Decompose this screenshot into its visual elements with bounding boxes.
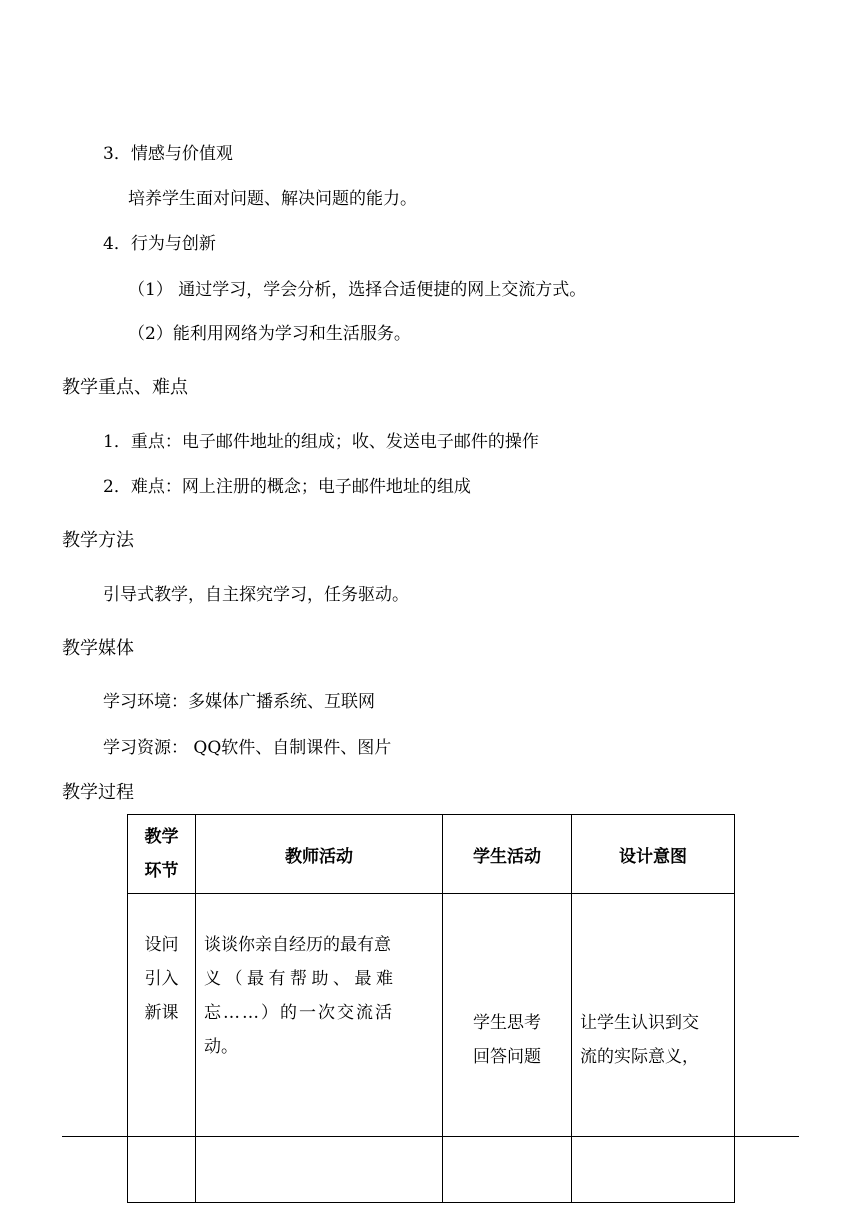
- cell-design-intent: [572, 894, 735, 1203]
- key-points-heading: 教学重点、难点: [62, 377, 188, 398]
- student-line: 学生思考: [473, 1013, 541, 1033]
- section-behavior-title: 4．行为与创新: [103, 234, 216, 254]
- behavior-item-2: （2）能利用网络为学习和生活服务。: [128, 324, 411, 344]
- key-point-item-2: 2．难点：网上注册的概念；电子邮件地址的组成: [103, 477, 471, 497]
- teacher-line: 动。: [204, 1037, 238, 1057]
- student-line: 回答问题: [473, 1047, 541, 1067]
- cell-student-activity: [443, 894, 572, 1203]
- process-heading: 教学过程: [62, 782, 134, 803]
- header-stage-line2: 环节: [144, 861, 179, 881]
- table-header-row: [128, 815, 735, 894]
- behavior-item-1: （1） 通过学习，学会分析，选择合适便捷的网上交流方式。: [128, 280, 587, 300]
- media-environment: 学习环境：多媒体广播系统、互联网: [103, 692, 375, 712]
- section-emotion-text: 培养学生面对问题、解决问题的能力。: [128, 189, 417, 209]
- stage-line: 引入: [144, 969, 179, 989]
- teacher-line: 义（最有帮助、最难: [204, 969, 398, 989]
- methods-text: 引导式教学，自主探究学习，任务驱动。: [103, 585, 409, 605]
- table-row: [128, 894, 735, 1203]
- design-line: 让学生认识到交: [580, 1013, 699, 1033]
- header-student-activity: 学生活动: [443, 815, 572, 894]
- key-point-item-1: 1．重点：电子邮件地址的组成；收、发送电子邮件的操作: [103, 432, 539, 452]
- header-stage: [128, 815, 196, 894]
- cell-stage: [128, 894, 196, 1203]
- header-teacher-activity: 教师活动: [196, 815, 443, 894]
- design-line: 流的实际意义，: [580, 1047, 699, 1067]
- media-heading: 教学媒体: [62, 638, 134, 659]
- header-stage-line1: 教学: [144, 827, 179, 847]
- header-design-intent: 设计意图: [572, 815, 735, 894]
- section-emotion-title: 3．情感与价值观: [103, 144, 233, 164]
- teacher-line: 谈谈你亲自经历的最有意: [204, 935, 391, 955]
- media-resources: 学习资源： QQ软件、自制课件、图片: [103, 738, 392, 758]
- stage-line: 设问: [144, 935, 179, 955]
- stage-line: 新课: [144, 1003, 179, 1023]
- methods-heading: 教学方法: [62, 530, 134, 551]
- process-table: [127, 814, 735, 1203]
- cell-teacher-activity: [196, 894, 443, 1203]
- teacher-line: 忘……）的一次交流活: [204, 1003, 394, 1023]
- footer-rule: [62, 1136, 799, 1137]
